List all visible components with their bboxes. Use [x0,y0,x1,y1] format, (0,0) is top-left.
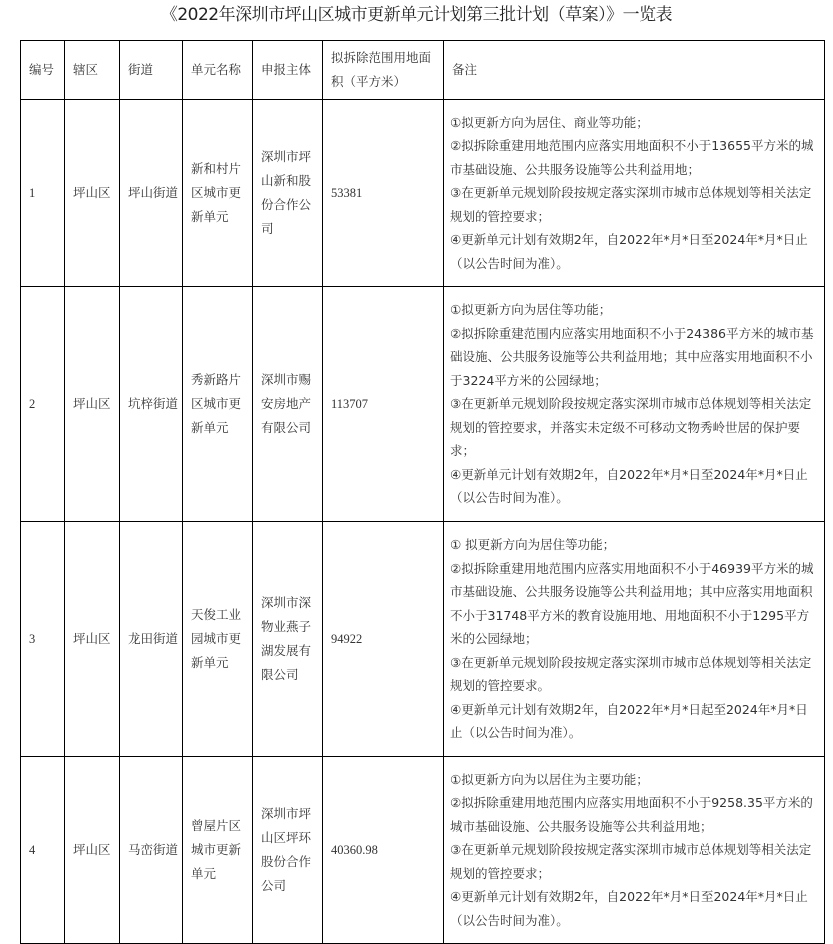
remark-item: ②拟拆除重建用地范围内应落实用地面积不小于13655平方米的城市基础设施、公共服务设施等公共利益用地； [450,138,814,177]
cell-unit-name: 新和村片区城市更新单元 [183,100,253,287]
table-row [21,522,825,757]
remark-item: ①拟更新方向为居住、商业等功能； [450,114,649,130]
header-street: 街道 [120,41,183,100]
cell-applicant: 深圳市赐安房地产有限公司 [253,287,323,522]
remark-item: ③在更新单元规划阶段按规定落实深圳市城市总体规划等相关法定规划的管控要求，并落实未定级不可移动文物秀岭世居的保护要求； [450,396,812,459]
plan-table [20,40,825,944]
cell-remarks [444,757,825,944]
cell-area: 113707 [323,287,444,522]
header-applicant: 申报主体 [253,41,323,100]
cell-no: 1 [21,100,65,287]
remark-item: ③在更新单元规划阶段按规定落实深圳市城市总体规划等相关法定规划的管控要求； [450,185,812,224]
cell-no: 4 [21,757,65,944]
remark-item: ③在更新单元规划阶段按规定落实深圳市城市总体规划等相关法定规划的管控要求； [450,842,812,881]
header-district: 辖区 [65,41,120,100]
remark-item: ④更新单元计划有效期2年，自2022年*月*日至2024年*月*日止（以公告时间为准）。 [450,466,808,506]
cell-no: 2 [21,287,65,522]
table-header-row [21,41,825,100]
remark-item: ②拟拆除重建用地范围内应落实用地面积不小于46939平方米的城市基础设施、公共服务设施等公共利益用地；其中应落实用地面积不小于31748平方米的教育设施用地、用地面积不小于1295平方米的公园绿地； [450,560,814,647]
header-no: 编号 [21,41,65,100]
cell-street: 坪山街道 [120,100,183,287]
remark-item: ④更新单元计划有效期2年，自2022年*月*日起至2024年*月*日止（以公告时间为准）。 [450,701,808,741]
cell-district: 坪山区 [65,287,120,522]
cell-area: 40360.98 [323,757,444,944]
cell-remarks [444,100,825,287]
cell-district: 坪山区 [65,522,120,757]
cell-unit-name: 曾屋片区城市更新单元 [183,757,253,944]
table-row [21,287,825,522]
cell-district: 坪山区 [65,100,120,287]
cell-area: 53381 [323,100,444,287]
remark-item: ①拟更新方向为以居住为主要功能； [450,771,649,787]
cell-remarks [444,287,825,522]
cell-unit-name: 天俊工业园城市更新单元 [183,522,253,757]
header-unit-name: 单元名称 [183,41,253,100]
cell-street: 坑梓街道 [120,287,183,522]
cell-remarks [444,522,825,757]
table-row [21,100,825,287]
cell-street: 龙田街道 [120,522,183,757]
remark-item: ①拟更新方向为居住等功能； [450,302,612,318]
remark-item: ④更新单元计划有效期2年，自2022年*月*日至2024年*月*日止（以公告时间为准）。 [450,232,808,271]
header-area: 拟拆除范围用地面积（平方米） [323,41,444,100]
cell-no: 3 [21,522,65,757]
cell-street: 马峦街道 [120,757,183,944]
header-remarks: 备注 [444,41,825,100]
cell-applicant: 深圳市深物业燕子湖发展有限公司 [253,522,323,757]
document-title: 《2022年深圳市坪山区城市更新单元计划第三批计划（草案）》一览表 [160,5,673,25]
remark-item: ②拟拆除重建用地范围内应落实用地面积不小于9258.35平方米的城市基础设施、公共服务设施等公共利益用地； [450,795,813,834]
table-row [21,757,825,944]
cell-unit-name: 秀新路片区城市更新单元 [183,287,253,522]
remark-item: ②拟拆除重建范围内应落实用地面积不小于24386平方米的城市基础设施、公共服务设施等公共利益用地；其中应落实用地面积不小于3224平方米的公园绿地； [450,325,814,388]
cell-applicant: 深圳市坪山区坪环股份合作公司 [253,757,323,944]
cell-area: 94922 [323,522,444,757]
cell-district: 坪山区 [65,757,120,944]
remark-item: ① 拟更新方向为居住等功能； [450,537,616,553]
remark-item: ③在更新单元规划阶段按规定落实深圳市城市总体规划等相关法定规划的管控要求。 [450,654,812,694]
cell-applicant: 深圳市坪山新和股份合作公司 [253,100,323,287]
remark-item: ④更新单元计划有效期2年，自2022年*月*日至2024年*月*日止（以公告时间为准）。 [450,889,808,928]
